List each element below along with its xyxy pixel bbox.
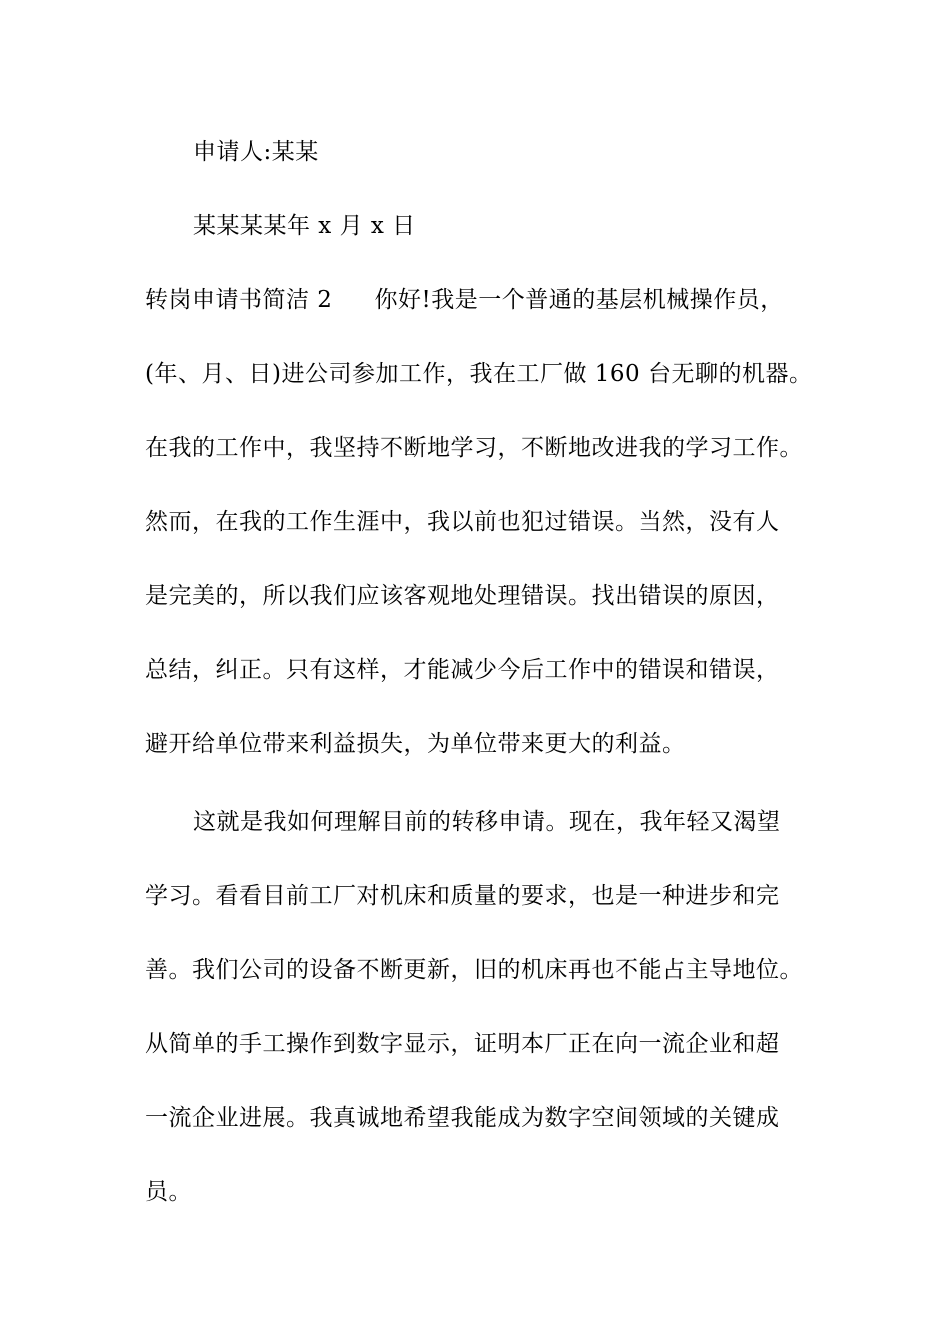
paragraph2-line-1: 这就是我如何理解目前的转移申请。现在，我年轻又渴望	[193, 809, 781, 835]
greeting-text: 你好!我是一个普通的基层机械操作员，	[374, 287, 784, 313]
paragraph1-line-6: 避开给单位带来利益损失，为单位带来更大的利益。	[145, 731, 686, 757]
paragraph1-line-4: 是完美的，所以我们应该客观地处理错误。找出错误的原因，	[145, 583, 780, 609]
paragraph2-line-5: 一流企业进展。我真诚地希望我能成为数字空间领域的关键成	[145, 1105, 780, 1131]
section-title: 转岗申请书简洁 2	[145, 287, 333, 313]
paragraph1-line-3: 然而，在我的工作生涯中，我以前也犯过错误。当然，没有人	[145, 509, 780, 535]
paragraph2-line-6: 员。	[145, 1179, 192, 1205]
paragraph2-line-4: 从简单的手工操作到数字显示，证明本厂正在向一流企业和超	[145, 1031, 780, 1057]
paragraph2-line-2: 学习。看看目前工厂对机床和质量的要求，也是一种进步和完	[145, 883, 780, 909]
date-line: 某某某某年 x 月 x 日	[193, 213, 416, 239]
section-heading-line	[145, 285, 784, 315]
paragraph2-line-3: 善。我们公司的设备不断更新，旧的机床再也不能占主导地位。	[145, 957, 803, 983]
paragraph1-line-2: 在我的工作中，我坚持不断地学习，不断地改进我的学习工作。	[145, 435, 803, 461]
paragraph1-line-1: (年、月、日)进公司参加工作，我在工厂做 160 台无聊的机器。	[145, 361, 813, 387]
applicant-line: 申请人:某某	[193, 139, 319, 165]
paragraph1-line-5: 总结，纠正。只有这样，才能减少今后工作中的错误和错误，	[145, 657, 780, 683]
